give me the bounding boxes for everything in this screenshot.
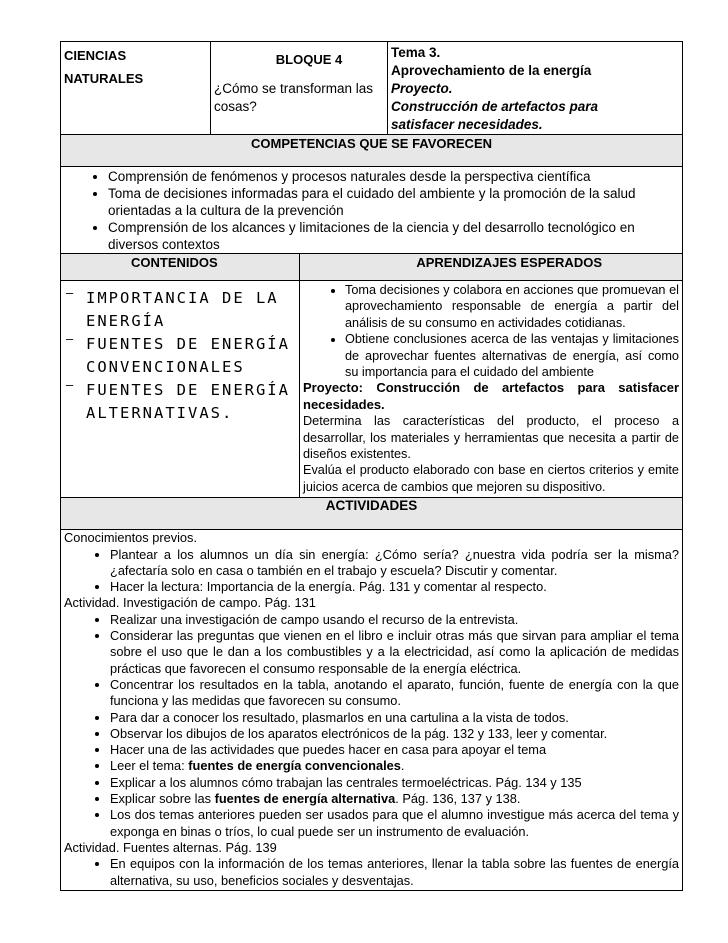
actividad-item: • Hacer la lectura: Importancia de la energía. Pág. 131 y comentar al respecto. [110,579,679,595]
theme-name: Aprovechamiento de la energía [391,63,592,78]
competencia-item: • Comprensión de fenómenos y procesos naturales desde la perspectiva científica [108,168,679,185]
subject-label: CIENCIAS NATURALES [64,48,144,86]
header-row [61,42,683,135]
block-cell [211,42,388,135]
actividades-section-2-list [64,612,679,840]
actividad-item: • Realizar una investigación de campo usando el recurso de la entrevista. [110,612,679,628]
competencias-list [64,168,679,253]
actividad-item: • En equipos con la información de los temas anteriores, llenar la tabla sobre las fuentes de energía alternativa, su uso, beneficios sociales y desventajas. [110,856,679,889]
actividades-section-2: Actividad. Investigación de campo. Pág. 131 [64,595,316,611]
competencias-title: COMPETENCIAS QUE SE FAVORECEN [61,135,683,167]
aprendizajes-title: APRENDIZAJES ESPERADOS [300,254,683,281]
dash-icon: – [66,331,74,346]
actividades-cell [61,530,683,891]
actividades-section-3-list [64,856,679,889]
aprendizajes-cell [300,281,683,498]
project-label: Proyecto. [391,81,453,96]
contenidos-aprendizajes-title-row [61,254,683,281]
aprendizajes-project-heading: Proyecto: Construcción de artefactos para satisfacer necesidades. [303,380,679,412]
competencia-item: • Toma de decisiones informadas para el cuidado del ambiente y la promoción de la salud orientadas a la cultura de la prevención [108,185,679,219]
actividad-item: • Explicar a los alumnos cómo trabajan las centrales termoeléctricas. Pág. 134 y 135 [110,775,679,791]
block-question: ¿Cómo se transforman las cosas? [214,81,374,114]
actividades-title: ACTIVIDADES [61,498,683,530]
lesson-plan-document [60,41,682,891]
aprendizajes-project-text-2: Evalúa el producto elaborado con base en ciertos criterios y emite juicios acerca de cambios que mejoren su dispositivo. [303,463,679,494]
actividades-title-row [61,498,683,530]
contenidos-list [64,287,296,425]
actividad-item: • Los dos temas anteriores pueden ser usados para que el alumno investigue más acerca del tema y exponga en binas o tríos, lo cual puede ser un instrumento de evaluación. [110,807,679,840]
competencias-list-row [61,167,683,254]
contenido-item: – FUENTES DE ENERGÍA ALTERNATIVAS. [66,377,290,422]
contenidos-aprendizajes-row [61,281,683,498]
aprendizajes-project-text-1: Determina las características del producto, el proceso a desarrollar, los materiales y herramientas que necesita a partir de diseños existentes. [303,414,679,462]
actividades-row [61,530,683,891]
actividad-item: • Plantear a los alumnos un día sin energía: ¿Cómo sería? ¿nuestra vida podría ser la misma? ¿afectaría solo en casa o también en el trabajo y escuela? Discutir y comentar. [110,547,679,580]
competencia-item: • Comprensión de los alcances y limitaciones de la ciencia y del desarrollo tecnológico en diversos contextos [108,219,679,253]
actividad-item: • Hacer una de las actividades que puedes hacer en casa para apoyar el tema [110,742,679,758]
contenidos-title: CONTENIDOS [61,254,300,281]
contenidos-cell [61,281,300,498]
actividad-item: • Concentrar los resultados en la tabla, anotando el aparato, función, fuente de energía con la que funciona y las medidas que favorecen su consumo. [110,677,679,710]
project-name: Construcción de artefactos para satisfacer necesidades. [391,99,599,132]
actividad-item: • Observar los dibujos de los aparatos electrónicos de la pág. 132 y 133, leer y comentar. [110,726,679,742]
actividad-item: • Leer el tema: fuentes de energía convencionales. [110,758,679,774]
competencias-title-row [61,135,683,167]
dash-icon: – [66,285,74,300]
contenido-item: – IMPORTANCIA DE LA ENERGÍA [66,285,279,330]
actividades-section-3: Actividad. Fuentes alternas. Pág. 139 [64,839,277,855]
subject-cell [61,42,211,135]
actividad-item: • Para dar a conocer los resultado, plasmarlos en una cartulina a la vista de todos. [110,710,679,726]
contenido-item: – FUENTES DE ENERGÍA CONVENCIONALES [66,331,290,376]
block-label: BLOQUE 4 [275,52,343,67]
actividades-section-1-list [64,547,679,596]
theme-title: Tema 3. [391,45,441,60]
aprendizajes-list [303,282,679,380]
competencias-list-cell [61,167,683,254]
actividades-section-1: Conocimientos previos. [64,530,198,546]
aprendizaje-item: • Toma decisiones y colabora en acciones que promuevan el aprovechamiento responsable de energía a partir del análisis de su consumo en actividades cotidianas. [345,282,679,331]
actividad-item: • Explicar sobre las fuentes de energía alternativa. Pág. 136, 137 y 138. [110,791,679,807]
aprendizaje-item: • Obtiene conclusiones acerca de las ventajas y limitaciones de aprovechar fuentes alternativas de energía, así como su importancia para el cuidado del ambiente [345,331,679,380]
theme-cell [388,42,683,135]
actividad-item: • Considerar las preguntas que vienen en el libro e incluir otras más que sirvan para ampliar el tema sobre el uso que le dan a los combustibles y a la electricidad, así como la aplicación de medidas prácticas que favorecen el consumo responsable de la energía eléctrica. [110,628,679,677]
dash-icon: – [66,377,74,392]
lesson-plan-table [60,41,683,891]
